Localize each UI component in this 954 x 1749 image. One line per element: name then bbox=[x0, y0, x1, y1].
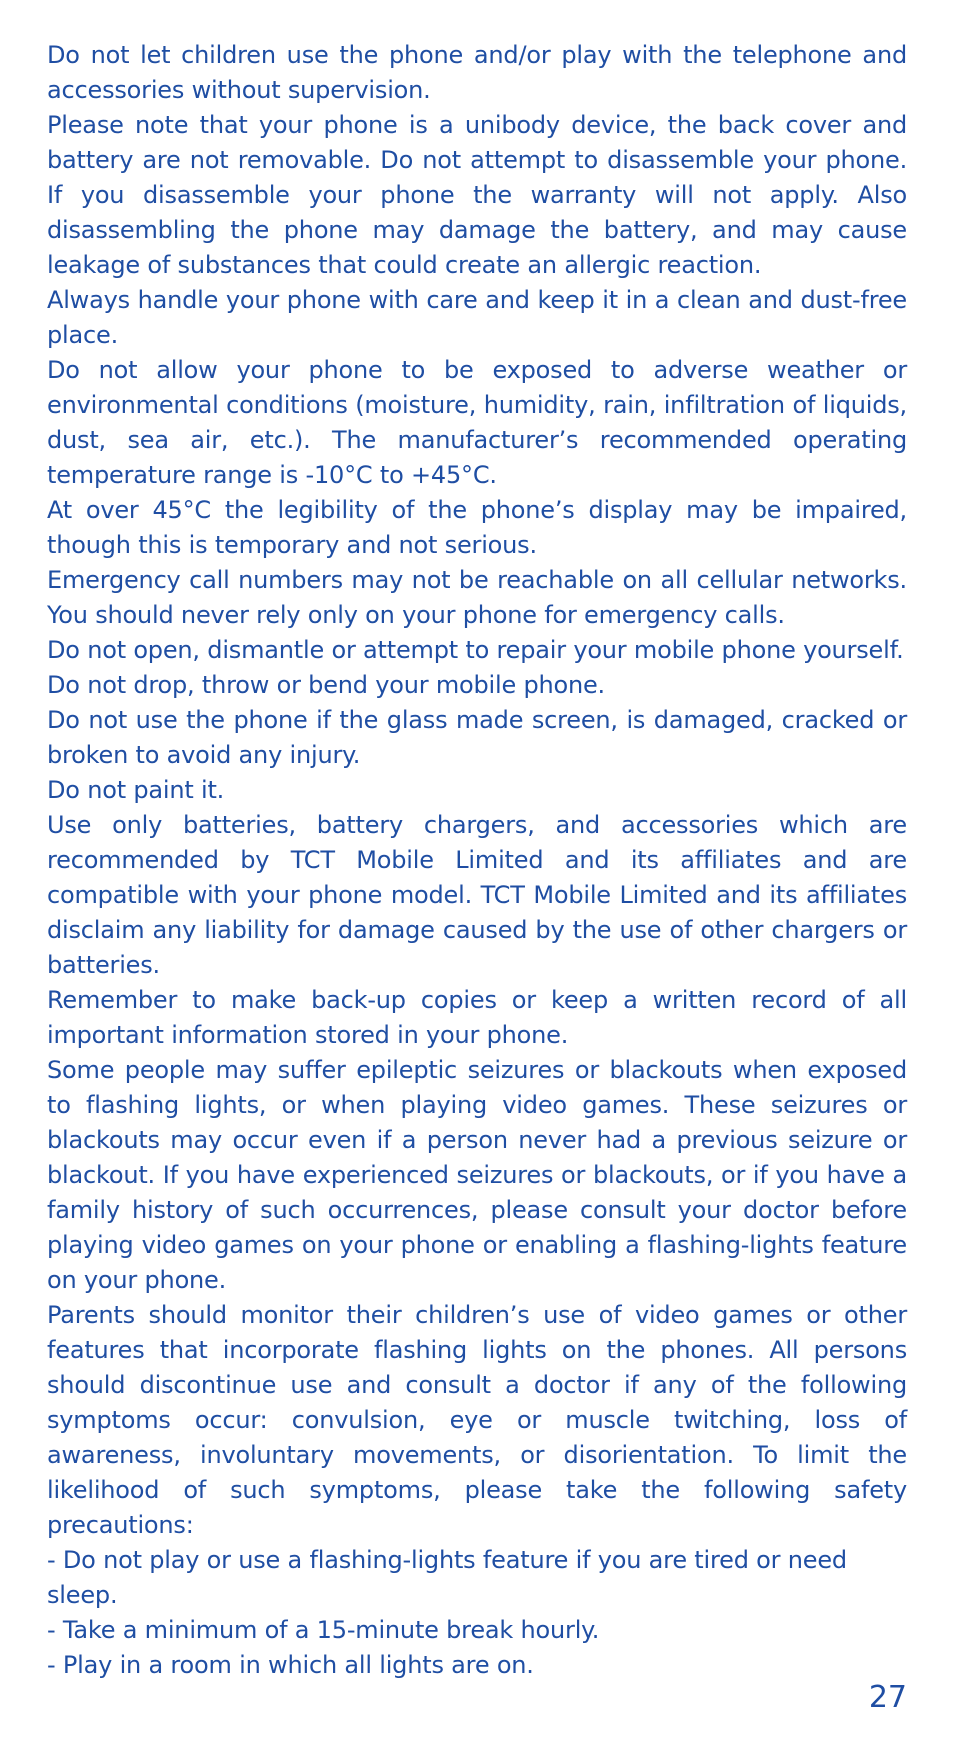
paragraph-damaged-glass: Do not use the phone if the glass made screen, is damaged, cracked or broken to avoid any injury. bbox=[47, 706, 907, 769]
safety-text-body bbox=[47, 38, 907, 1683]
paragraph-weather-conditions: Do not allow your phone to be exposed to adverse weather or environmental conditions (moisture, humidity, rain, infiltration of liquids, dust, sea air, etc.). The manufacturer’s recommended operating temperature range is -10°C to +45°C. bbox=[47, 356, 907, 489]
paragraph-handle-with-care: Always handle your phone with care and keep it in a clean and dust-free place. bbox=[47, 286, 907, 349]
paragraph-backup-copies: Remember to make back-up copies or keep a written record of all important information stored in your phone. bbox=[47, 986, 907, 1049]
paragraph-emergency-calls: Emergency call numbers may not be reachable on all cellular networks. You should never rely only on your phone for emergency calls. bbox=[47, 566, 907, 629]
paragraph-unibody-device: Please note that your phone is a unibody device, the back cover and battery are not removable. Do not attempt to disassemble your phone. If you disassemble your phone the warranty will not apply. Also disassembling the phone may damage the battery, and may cause leakage of substances that could create an allergic reaction. bbox=[47, 111, 907, 279]
page-number: 27 bbox=[868, 1680, 907, 1715]
paragraph-do-not-paint: Do not paint it. bbox=[47, 776, 225, 804]
paragraph-parents-monitor: Parents should monitor their children’s use of video games or other features that incorporate flashing lights on the phones. All persons should discontinue use and consult a doctor if any of the following symptoms occur: convulsion, eye or muscle twitching, loss of awareness, involuntary movements, or disorientation. To limit the likelihood of such symptoms, please take the following safety precautions: bbox=[47, 1301, 907, 1539]
paragraph-children-supervision: Do not let children use the phone and/or play with the telephone and accessories without supervision. bbox=[47, 41, 907, 104]
paragraph-do-not-open: Do not open, dismantle or attempt to repair your mobile phone yourself. bbox=[47, 636, 904, 664]
paragraph-epileptic-seizures: Some people may suffer epileptic seizures or blackouts when exposed to flashing lights, or when playing video games. These seizures or blackouts may occur even if a person never had a previous seizure or blackout. If you have experienced seizures or blackouts, or if you have a family history of such occurrences, please consult your doctor before playing video games on your phone or enabling a flashing-lights feature on your phone. bbox=[47, 1056, 907, 1294]
paragraph-approved-accessories: Use only batteries, battery chargers, and accessories which are recommended by TCT Mobile Limited and its affiliates and are compatible with your phone model. TCT Mobile Limited and its affiliates disclaim any liability for damage caused by the use of other chargers or batteries. bbox=[47, 811, 907, 979]
list-item: - Take a minimum of a 15-minute break hourly. bbox=[47, 1616, 600, 1644]
paragraph-do-not-drop: Do not drop, throw or bend your mobile phone. bbox=[47, 671, 605, 699]
paragraph-display-temperature: At over 45°C the legibility of the phone’s display may be impaired, though this is temporary and not serious. bbox=[47, 496, 907, 559]
list-item: - Do not play or use a flashing-lights feature if you are tired or need sleep. bbox=[47, 1546, 847, 1609]
list-item: - Play in a room in which all lights are on. bbox=[47, 1651, 534, 1679]
